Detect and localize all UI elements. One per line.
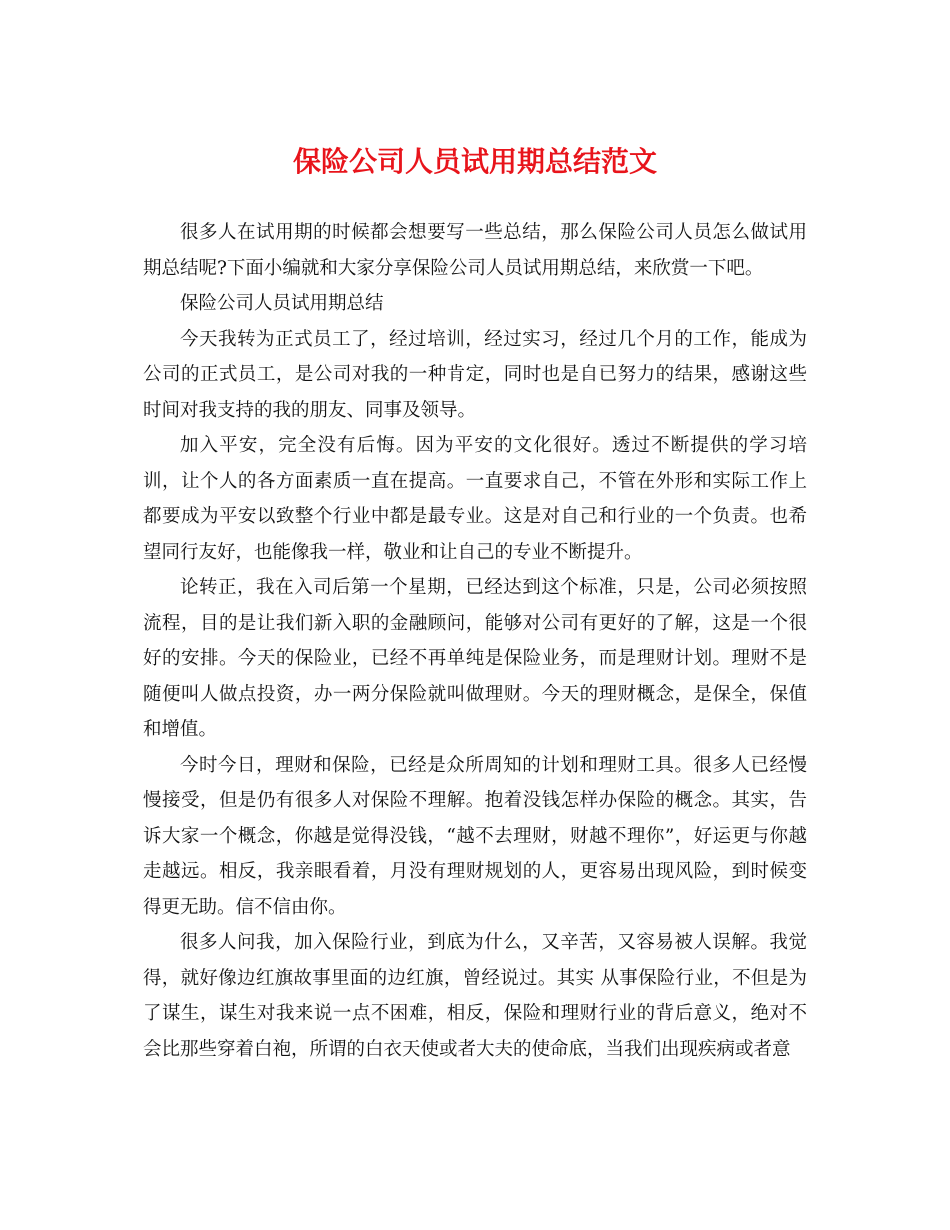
paragraph: 今天我转为正式员工了，经过培训，经过实习，经过几个月的工作，能成为公司的正式员工，是公司对我的一种肯定，同时也是自已努力的结果，感谢这些时间对我支持的我的朋友、同事及领导。 <box>143 328 807 421</box>
document-title: 保险公司人员试用期总结范文 <box>292 145 657 178</box>
paragraph: 论转正，我在入司后第一个星期，已经达到这个标准，只是，公司必须按照流程，目的是让我们新入职的金融顾问，能够对公司有更好的了解，这是一个很好的安排。今天的保险业，已经不再单纯是保险业务，而是理财计划。理财不是随便叫人做点投资，办一两分保险就叫做理财。今天的理财概念，是保全，保值和增值。 <box>143 577 807 740</box>
paragraph-subheading: 保险公司人员试用期总结 <box>180 293 384 314</box>
paragraph: 今时今日，理财和保险，已经是众所周知的计划和理财工具。很多人已经慢慢接受，但是仍有很多人对保险不理解。抱着没钱怎样办保险的概念。其实，告诉大家一个概念，你越是觉得没钱，“越不去理财，财越不理你”，好运更与你越走越远。相反，我亲眼看着，月没有理财规划的人，更容易出现风险，到时候变得更无助。信不信由你。 <box>143 754 807 918</box>
paragraph: 加入平安，完全没有后悔。因为平安的文化很好。透过不断提供的学习培训，让个人的各方面素质一直在提高。一直要求自己，不管在外形和实际工作上 都要成为平安以致整个行业中都是最专业。这是对自己和行业的一个负责。也希望同行友好，也能像我一样，敬业和让自己的专业不断提升。 <box>143 435 807 563</box>
paragraph: 很多人问我，加入保险行业，到底为什么，又辛苦，又容易被人误解。我觉得，就好像边红旗故事里面的边红旗，曾经说过。其实 从事保险行业，不但是为了谋生，谋生对我来说一点不困难，相反，保险和理财行业的背后意义，绝对不会比那些穿着白袍，所谓的白衣天使或者大夫的使命底，当我们出现疾病或者意 <box>143 932 807 1060</box>
document-body <box>143 215 807 1067</box>
paragraph-intro: 很多人在试用期的时候都会想要写一些总结，那么保险公司人员怎么做试用期总结呢?下面小编就和大家分享保险公司人员试用期总结，来欣赏一下吧。 <box>143 222 807 279</box>
